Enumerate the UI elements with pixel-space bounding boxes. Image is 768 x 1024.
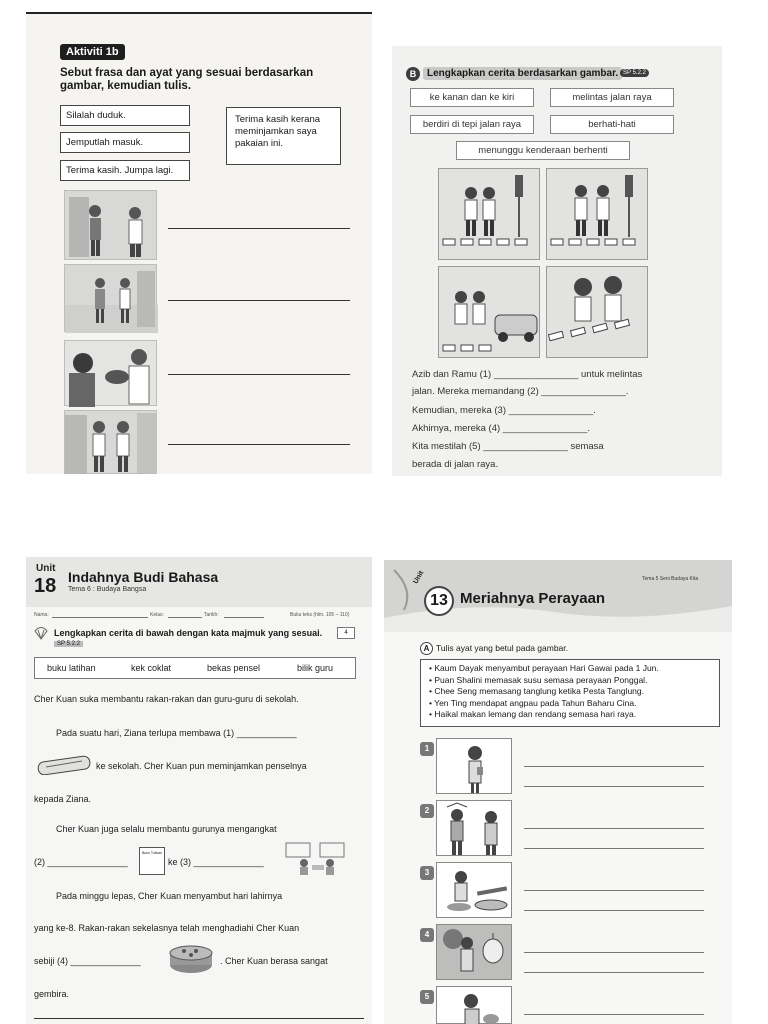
sentence-item-2: • Puan Shalini memasak susu semasa perayaan Ponggal. xyxy=(429,674,648,685)
worksheet-aktiviti-1b xyxy=(26,12,372,474)
item-picture-3 xyxy=(436,862,512,918)
gawai-dancers-icon xyxy=(437,801,513,857)
unit-label: Unit xyxy=(36,563,56,574)
answer-line-4b[interactable] xyxy=(524,972,704,973)
meta-tarikh: Tarikh: xyxy=(204,612,219,618)
sentence-bank xyxy=(420,659,720,727)
sentence-item-4: • Yen Ting mendapat angpau pada Tahun Baharu Cina. xyxy=(429,697,637,708)
chocolate-cake-icon xyxy=(168,937,214,975)
item-number-1: 1 xyxy=(420,742,434,756)
ponggal-cooking-icon xyxy=(437,987,513,1024)
children-crossing-icon xyxy=(439,169,541,261)
unit-theme: Tema 6 : Budaya Bangsa xyxy=(68,586,147,593)
phrase-box-long: Terima kasih kerana meminjamkan saya pakaian ini. xyxy=(226,107,341,165)
option-box-3: berdiri di tepi jalan raya xyxy=(410,115,534,134)
meta-nama: Nama: xyxy=(34,612,49,618)
pencil-case-icon xyxy=(36,755,94,775)
option-box-5: menunggu kenderaan berhenti xyxy=(456,141,630,160)
section-b-marker: B xyxy=(406,67,420,81)
children-crossing-icon xyxy=(547,267,649,359)
item-number-4: 4 xyxy=(420,928,434,942)
unit-number-badge: 13 xyxy=(424,586,454,616)
answer-line-1a[interactable] xyxy=(524,766,704,767)
story-picture-4 xyxy=(546,266,648,358)
tarikh-line[interactable] xyxy=(224,617,264,618)
item-number-2: 2 xyxy=(420,804,434,818)
story-line-6: berada di jalan raya. xyxy=(412,459,499,470)
item-picture-1 xyxy=(436,738,512,794)
phrase-box-3: Terima kasih. Jumpa lagi. xyxy=(60,160,190,181)
section-a-marker: A xyxy=(420,642,433,655)
story-line-2: jalan. Mereka memandang (2) ________________. xyxy=(412,386,629,397)
nama-line[interactable] xyxy=(52,617,148,618)
question-mark-box: 4 xyxy=(337,627,355,639)
item-picture-4 xyxy=(436,924,512,980)
girl-angpau-icon xyxy=(437,739,513,795)
story-line-5: Kita mestilah (5) ________________ semasa xyxy=(412,441,604,452)
footer-rule xyxy=(34,1018,364,1019)
unit-theme: Tema 5 Seni Budaya Kita xyxy=(642,576,699,582)
answer-line-1[interactable] xyxy=(168,228,350,229)
story-picture-1 xyxy=(438,168,540,260)
paragraph-4-line-3: . Cher Kuan berasa sangat xyxy=(220,956,328,966)
item-picture-5 xyxy=(436,986,512,1024)
question-instruction: Lengkapkan cerita di bawah dengan kata majmuk yang sesuai. xyxy=(54,628,323,638)
instruction-text: Tulis ayat yang betul pada gambar. xyxy=(436,643,568,653)
word-bank xyxy=(34,657,356,679)
worksheet-unit-18 xyxy=(26,557,372,1024)
word-bank-item-2: kek coklat xyxy=(131,663,172,673)
sentence-item-1: • Kaum Dayak menyambut perayaan Hari Gawai pada 1 Jun. xyxy=(429,663,659,673)
paragraph-2-line-3: kepada Ziana. xyxy=(34,794,92,804)
answer-line-4a[interactable] xyxy=(524,952,704,953)
scene-image-2 xyxy=(64,264,157,332)
story-picture-3 xyxy=(438,266,540,358)
people-illustration-icon xyxy=(65,411,158,474)
worksheet-unit-13 xyxy=(384,560,732,1024)
paragraph-4-line-1: Pada minggu lepas, Cher Kuan menyambut hari lahirnya xyxy=(56,891,283,901)
paragraph-1: Cher Kuan suka membantu rakan-rakan dan guru-guru di sekolah. xyxy=(34,694,299,704)
answer-line-2a[interactable] xyxy=(524,828,704,829)
lantern-festival-icon xyxy=(437,925,513,981)
story-line-1: Azib dan Ramu (1) ________________ untuk melintas xyxy=(412,369,643,380)
sp-tag: SP 5.2.2 xyxy=(620,69,649,77)
answer-line-2[interactable] xyxy=(168,300,350,301)
scene-image-3 xyxy=(64,340,157,406)
lemang-rendang-icon xyxy=(437,863,513,919)
people-illustration-icon xyxy=(65,191,158,261)
exercise-book-icon xyxy=(139,847,165,875)
sentence-item-5: • Haikal makan lemang dan rendang semasa hari raya. xyxy=(429,709,637,719)
item-picture-2 xyxy=(436,800,512,856)
paragraph-3-blank-2: (2) ________________ xyxy=(34,857,128,867)
answer-line-3[interactable] xyxy=(168,374,350,375)
paragraph-3-blank-3: ke (3) ______________ xyxy=(168,857,264,867)
paragraph-4-line-4: gembira. xyxy=(34,989,70,999)
activity-badge: Aktiviti 1b xyxy=(60,44,125,60)
sp-tag: SP 5.2.2 xyxy=(54,641,83,647)
answer-line-5a[interactable] xyxy=(524,1014,704,1015)
paragraph-2-line-2: ke sekolah. Cher Kuan pun meminjamkan penselnya xyxy=(96,761,307,771)
story-line-3: Kemudian, mereka (3) ________________. xyxy=(412,405,596,416)
meta-kelas: Kelas: xyxy=(150,612,164,618)
phrase-box-1: Silalah duduk. xyxy=(60,105,190,126)
instruction-text: Sebut frasa dan ayat yang sesuai berdasarkan gambar, kemudian tulis. xyxy=(60,67,314,92)
instruction-text: Lengkapkan cerita berdasarkan gambar. xyxy=(423,67,622,80)
kelas-line[interactable] xyxy=(168,617,202,618)
answer-line-3b[interactable] xyxy=(524,910,704,911)
unit-number: 18 xyxy=(34,575,57,597)
scene-image-4 xyxy=(64,410,157,474)
answer-line-1b[interactable] xyxy=(524,786,704,787)
unit-title: Indahnya Budi Bahasa xyxy=(68,569,219,585)
scene-image-1 xyxy=(64,190,157,260)
story-line-4: Akhirnya, mereka (4) ________________. xyxy=(412,423,590,434)
item-number-5: 5 xyxy=(420,990,434,1004)
people-illustration-icon xyxy=(65,265,158,333)
top-edge-line xyxy=(26,12,372,14)
story-picture-2 xyxy=(546,168,648,260)
sentence-item-3: • Chee Seng memasang tanglung ketika Pesta Tanglung. xyxy=(429,686,644,696)
paragraph-4-line-2: yang ke-8. Rakan-rakan sekelasnya telah menghadiahi Cher Kuan xyxy=(34,923,300,933)
option-box-1: ke kanan dan ke kiri xyxy=(410,88,534,107)
word-bank-item-1: buku latihan xyxy=(47,663,96,673)
exercise-book-label: Buku Tulisan xyxy=(141,851,163,855)
answer-line-2b[interactable] xyxy=(524,848,704,849)
item-number-3: 3 xyxy=(420,866,434,880)
worksheet-lengkapkan-cerita xyxy=(392,46,722,476)
unit-word: Unit xyxy=(412,569,426,586)
phrase-box-2: Jemputlah masuk. xyxy=(60,132,190,153)
unit-title: Meriahnya Perayaan xyxy=(460,590,606,607)
paragraph-3-line-1: Cher Kuan juga selalu membantu gurunya mengangkat xyxy=(56,824,277,834)
answer-line-3a[interactable] xyxy=(524,890,704,891)
meta-buku-teks: Buku teks (hlm. 105 – 110) xyxy=(290,612,350,618)
teachers-room-icon xyxy=(284,839,354,875)
people-illustration-icon xyxy=(65,341,158,407)
answer-line-4[interactable] xyxy=(168,444,350,445)
word-bank-item-3: bekas pensel xyxy=(207,663,261,673)
option-box-2: melintas jalan raya xyxy=(550,88,674,107)
children-crossing-icon xyxy=(547,169,649,261)
paragraph-4-blank-4: sebiji (4) ______________ xyxy=(34,956,141,966)
shell-icon xyxy=(34,626,48,640)
option-box-4: berhati-hati xyxy=(550,115,674,134)
paragraph-2-line-1: Pada suatu hari, Ziana terlupa membawa (1) ____________ xyxy=(56,728,297,738)
car-stopping-icon xyxy=(439,267,541,359)
word-bank-item-4: bilik guru xyxy=(297,663,334,673)
